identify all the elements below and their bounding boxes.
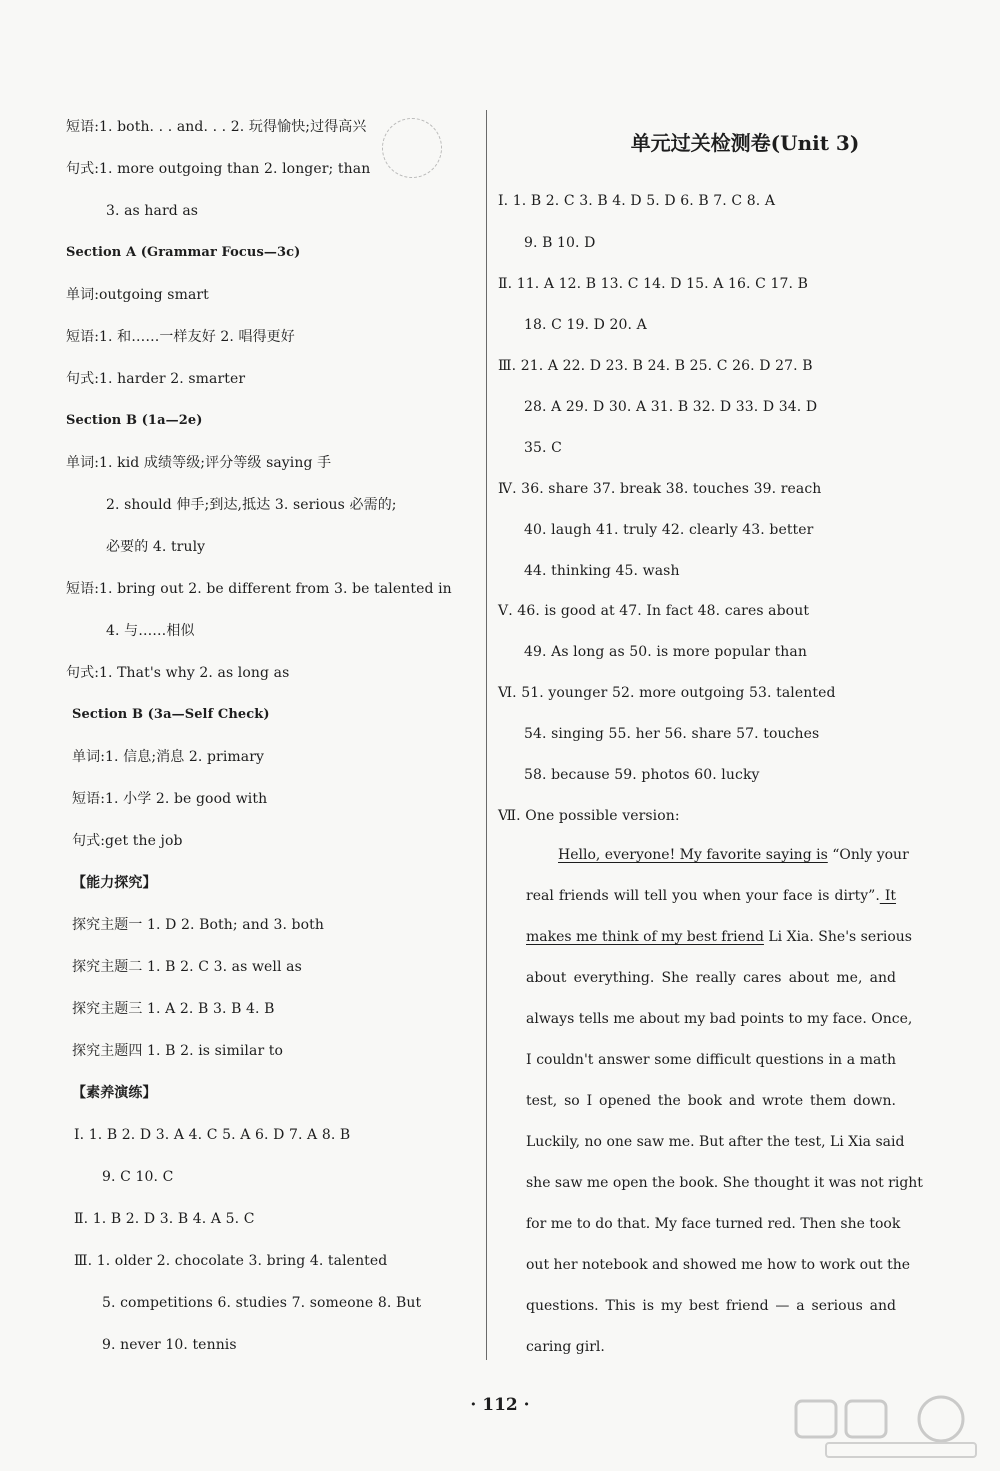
essay-line: she saw me open the book. She thought it was not right — [526, 1175, 923, 1191]
answer-line: 短语:1. bring out 2. be different from 3. be talented in — [66, 581, 452, 597]
answer-line: 句式:1. That's why 2. as long as — [66, 665, 290, 681]
answer-line: 28. A 29. D 30. A 31. B 32. D 33. D 34. D — [524, 399, 818, 415]
essay-line: real friends will tell you when your face is dirty”. It — [526, 888, 897, 904]
answer-line: 必要的 4. truly — [106, 539, 206, 555]
answer-line: Ⅱ. 1. B 2. D 3. B 4. A 5. C — [74, 1211, 255, 1227]
answer-line: 5. competitions 6. studies 7. someone 8. But — [102, 1295, 422, 1311]
answer-line: 单词:outgoing smart — [66, 287, 209, 303]
answer-line: 49. As long as 50. is more popular than — [524, 644, 807, 660]
answer-line: 18. C 19. D 20. A — [524, 317, 647, 333]
answer-line: 短语:1. 小学 2. be good with — [72, 791, 268, 807]
answer-line: Ⅲ. 1. older 2. chocolate 3. bring 4. talented — [74, 1253, 388, 1269]
answer-line: 54. singing 55. her 56. share 57. touches — [524, 726, 820, 742]
section-title: 单元过关检测卷(Unit 3) — [630, 131, 860, 155]
underlined-phrase: makes me think of my best friend — [526, 929, 764, 945]
section-heading: 【素养演练】 — [72, 1085, 157, 1101]
answer-line: 单词:1. 信息;消息 2. primary — [72, 749, 265, 765]
section-heading: 【能力探究】 — [72, 875, 157, 891]
answer-line: Ⅲ. 21. A 22. D 23. B 24. B 25. C 26. D 27. B — [498, 358, 813, 374]
answer-line: 44. thinking 45. wash — [524, 563, 680, 579]
answer-line: 2. should 伸手;到达,抵达 3. serious 必需的; — [106, 497, 397, 513]
answer-line: Ⅶ. One possible version: — [498, 808, 680, 824]
answer-line: 9. C 10. C — [102, 1169, 174, 1185]
section-heading: Section B (3a—Self Check) — [72, 707, 270, 722]
essay-line: always tells me about my bad points to my face. Once, — [526, 1011, 913, 1027]
answer-line: 9. never 10. tennis — [102, 1337, 237, 1353]
essay-line: caring girl. — [526, 1339, 605, 1355]
answer-line: Ⅱ. 11. A 12. B 13. C 14. D 15. A 16. C 17. B — [498, 276, 808, 292]
answer-line: 句式:1. harder 2. smarter — [66, 371, 246, 387]
essay-line: makes me think of my best friend Li Xia. She's serious — [526, 929, 912, 945]
answer-line: 句式:1. more outgoing than 2. longer; than — [66, 161, 371, 177]
essay-line: Hello, everyone! My favorite saying is “Only your — [558, 847, 909, 863]
essay-line: test, so I opened the book and wrote them down. — [526, 1093, 896, 1109]
answer-line: 40. laugh 41. truly 42. clearly 43. better — [524, 522, 814, 538]
essay-line: about everything. She really cares about me, and — [526, 970, 896, 986]
answer-line: 58. because 59. photos 60. lucky — [524, 767, 760, 783]
page-number: · 112 · — [470, 1395, 530, 1415]
answer-line: 探究主题四 1. B 2. is similar to — [72, 1043, 284, 1059]
column-divider — [486, 110, 487, 1360]
stamp-mark — [382, 118, 442, 178]
essay-line: questions. This is my best friend — a serious and — [526, 1298, 896, 1314]
watermark-logo — [786, 1391, 986, 1461]
section-heading: Section B (1a—2e) — [66, 413, 203, 428]
answer-line: 短语:1. 和……一样友好 2. 唱得更好 — [66, 329, 295, 345]
essay-line: I couldn't answer some difficult questions in a math — [526, 1052, 896, 1068]
answer-line: 4. 与……相似 — [106, 623, 195, 639]
essay-line: Luckily, no one saw me. But after the test, Li Xia said — [526, 1134, 905, 1150]
underlined-phrase: Hello, everyone! My favorite saying is — [558, 847, 828, 863]
answer-line: 短语:1. both. . . and. . . 2. 玩得愉快;过得高兴 — [66, 119, 367, 135]
essay-line: for me to do that. My face turned red. Then she took — [526, 1216, 901, 1232]
answer-line: Ⅳ. 36. share 37. break 38. touches 39. reach — [498, 481, 822, 497]
answer-line: 句式:get the job — [72, 833, 183, 849]
answer-line: 探究主题一 1. D 2. Both; and 3. both — [72, 917, 324, 933]
answer-line: Ⅰ. 1. B 2. C 3. B 4. D 5. D 6. B 7. C 8. A — [498, 193, 776, 209]
answer-line: 探究主题二 1. B 2. C 3. as well as — [72, 959, 302, 975]
section-heading: Section A (Grammar Focus—3c) — [66, 245, 301, 260]
answer-line: 3. as hard as — [106, 203, 199, 219]
answer-line: 9. B 10. D — [524, 235, 596, 251]
answer-line: Ⅴ. 46. is good at 47. In fact 48. cares about — [498, 603, 810, 619]
answer-line: 单词:1. kid 成绩等级;评分等级 saying 手 — [66, 455, 332, 471]
essay-line: out her notebook and showed me how to work out the — [526, 1257, 911, 1273]
answer-line: 探究主题三 1. A 2. B 3. B 4. B — [72, 1001, 275, 1017]
answer-line: Ⅰ. 1. B 2. D 3. A 4. C 5. A 6. D 7. A 8. B — [74, 1127, 351, 1143]
answer-line: Ⅵ. 51. younger 52. more outgoing 53. talented — [498, 685, 836, 701]
answer-line: 35. C — [524, 440, 562, 456]
